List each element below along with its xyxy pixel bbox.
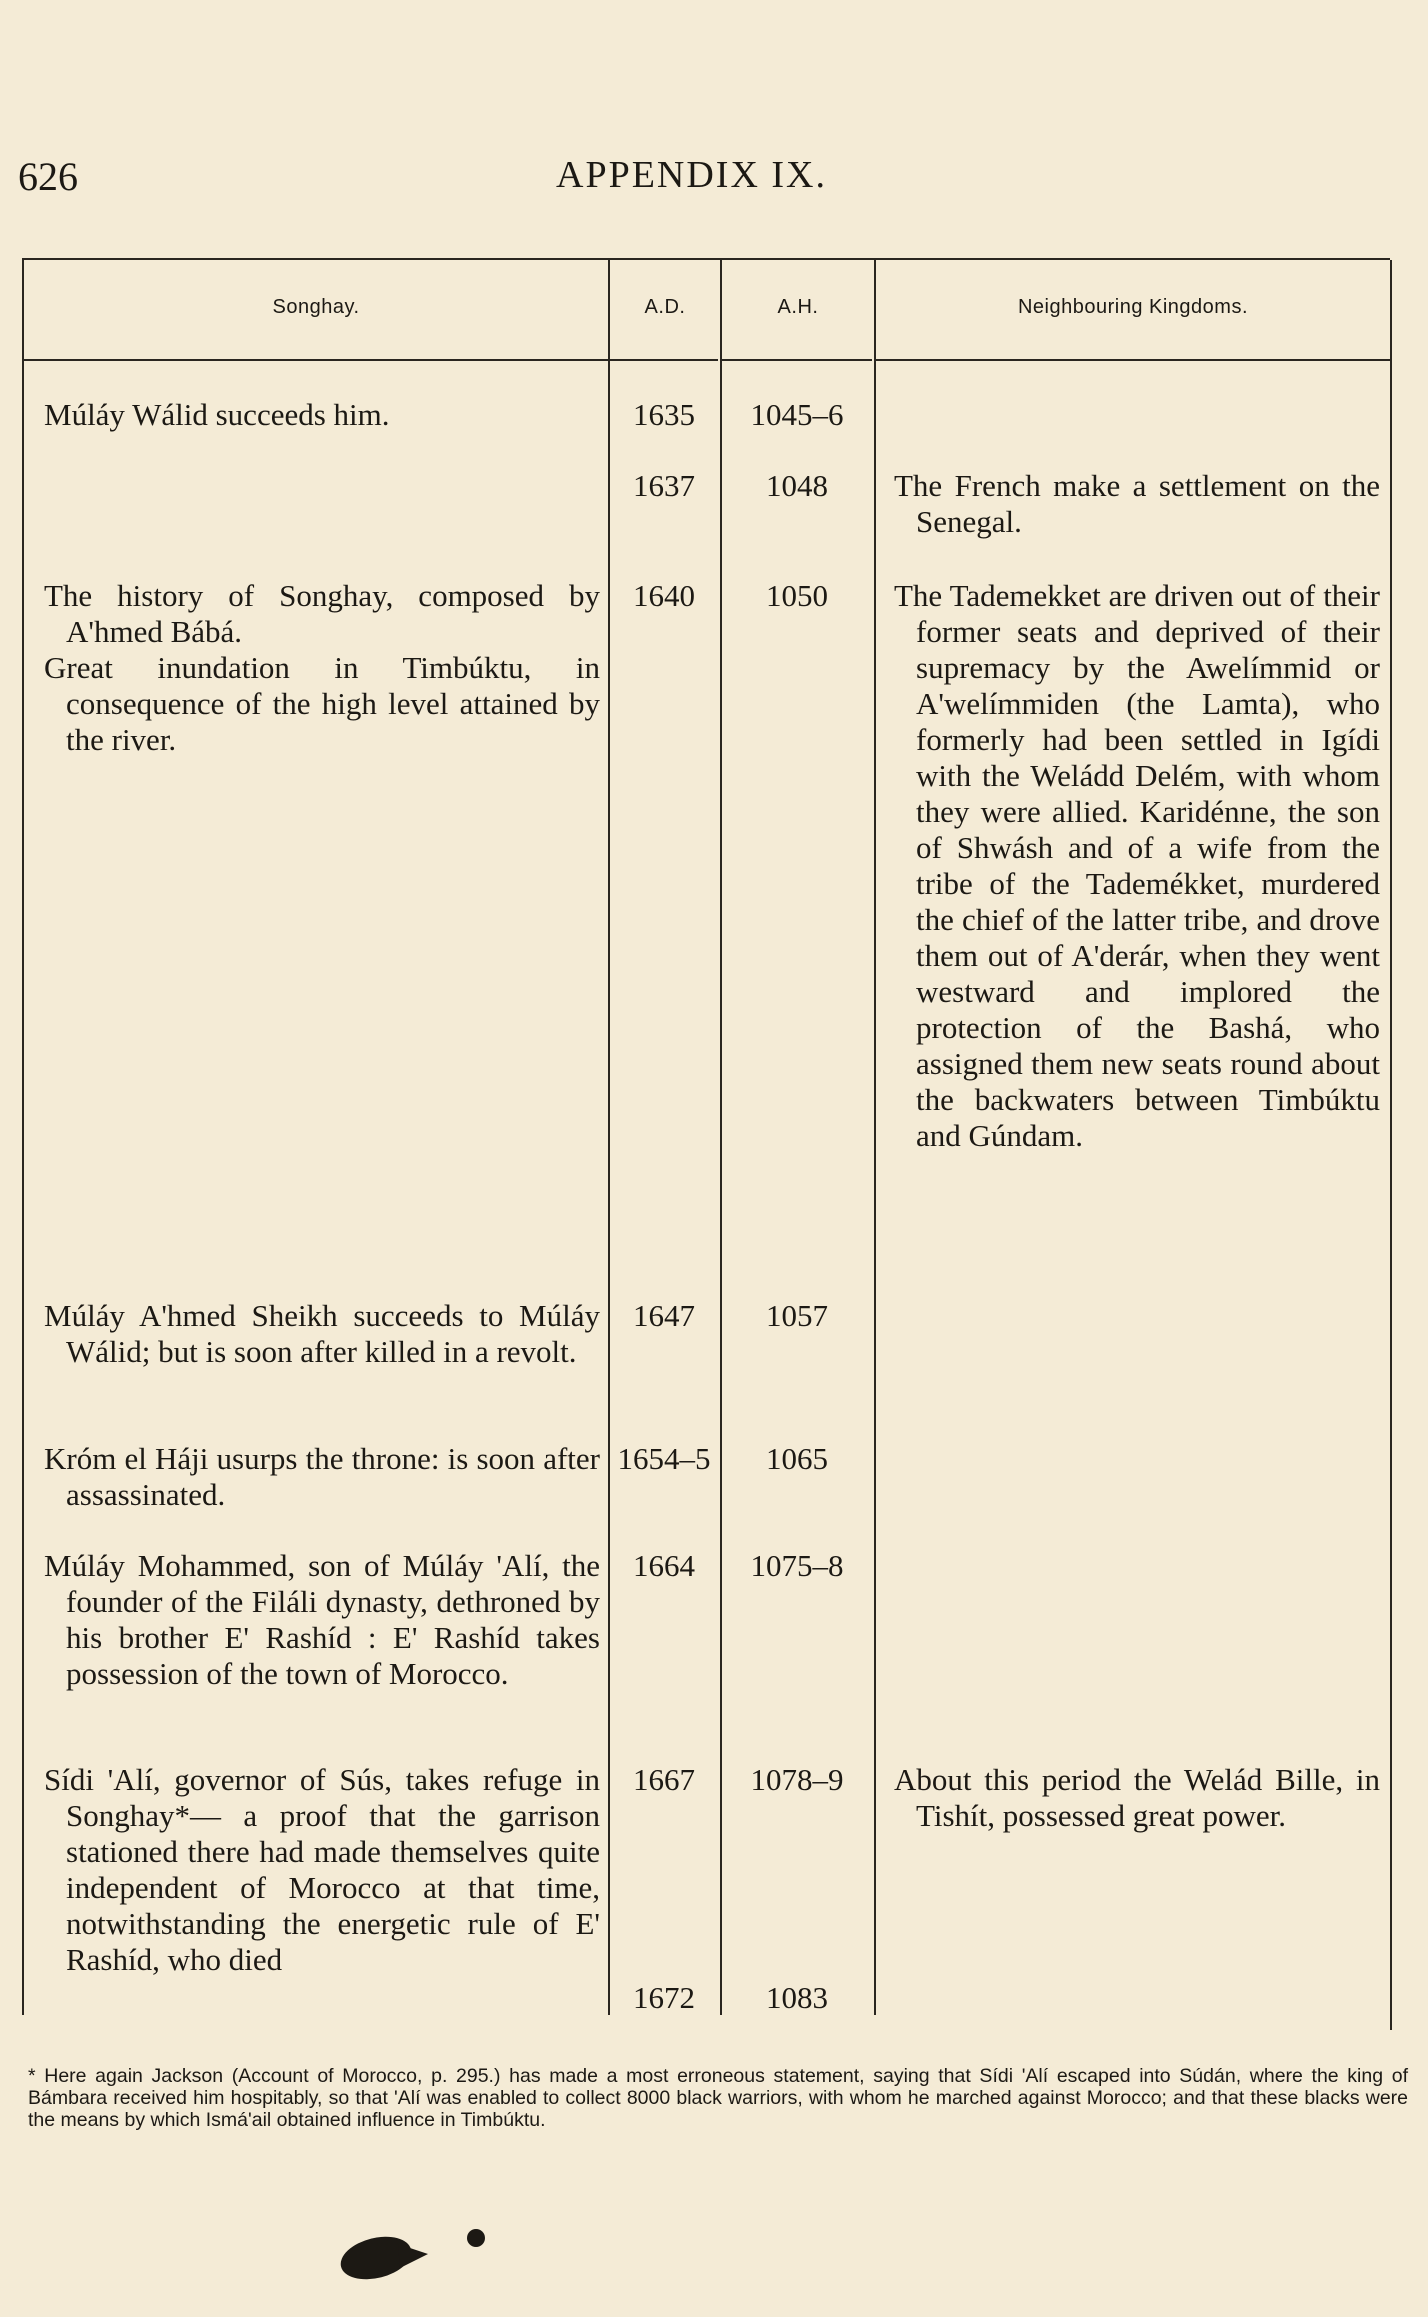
ad-year: 1635 [633,397,695,432]
ah-year: 1078–9 [750,1762,844,1797]
songhay-entry: Króm el Háji usurps the throne: is soon after assassinated. [44,1441,600,1512]
ad-year: 1647 [633,1298,695,1333]
ah-year: 1045–6 [750,397,844,432]
column-divider [874,260,876,2015]
ah-year: 1065 [766,1441,828,1476]
ad-year: 1654–5 [617,1441,711,1476]
songhay-entry: Múláy A'hmed Sheikh succeeds to Múláy Wálid; but is soon after killed in a revolt. [44,1298,600,1369]
column-divider [720,260,722,2015]
header-rule [876,359,1390,361]
ad-year: 1640 [633,578,695,613]
column-header-ah: A.H. [777,296,819,318]
ad-year: 1637 [633,468,695,503]
ad-year: 1667 [633,1762,695,1797]
page-number: 626 [18,154,78,199]
column-header-songhay: Songhay. [272,296,360,318]
ah-year: 1048 [766,468,828,503]
ah-year: 1075–8 [750,1548,844,1583]
neighbouring-entry: The Tademekket are driven out of their former seats and deprived of their supremacy by the Awelímmid or A'welímmiden (the Lamta), who formerly had been settled in Igídi with the Weládd Delém, with whom they were allied. Karidénne, the son of Shwásh and of a wife from the tribe of the Tademékket, murdered the chief of the latter tribe, and drove them out of A'derár, when they went westward and implored the protection of the Bashá, who assigned them new seats round about the backwaters between Timbúktu and Gúndam. [894,578,1380,1153]
header-rule [722,359,872,361]
column-divider [22,260,24,2015]
running-head: APPENDIX IX. [556,154,827,196]
neighbouring-entry: About this period the Welád Bille, in Tishít, possessed great power. [894,1762,1380,1833]
column-divider [1390,260,1392,2030]
footnote-text: Here again Jackson (Account of Morocco, p. 295.) has made a most erroneous statement, saying that Sídi 'Alí escaped into Súdán, where the king of Bámbara received him hospitably, so that 'Alí was enabled to collect 8000 black warriors, with whom he marched against Morocco; and that these blacks were the means by which Ismá'ail obtained influence in Timbúktu. [28,2065,1408,2131]
ah-year: 1083 [766,1980,828,2015]
ah-year: 1050 [766,578,828,613]
ad-year: 1664 [633,1548,695,1583]
footnote-marker: * [28,2065,36,2087]
songhay-entry: Múláy Wálid succeeds him. [44,397,390,432]
column-divider [608,260,610,2015]
footnote [28,2065,1408,2131]
header-rule [610,359,718,361]
column-header-neighbouring: Neighbouring Kingdoms. [1017,296,1249,318]
songhay-entry: Múláy Mohammed, son of Múláy 'Alí, the founder of the Filáli dynasty, dethroned by his brother E' Rashíd : E' Rashíd takes possession of the town of Morocco. [44,1548,600,1691]
songhay-entry: Great inundation in Timbúktu, in consequence of the high level attained by the river. [44,650,600,757]
songhay-entry: The history of Songhay, composed by A'hmed Bábá. [44,578,600,649]
neighbouring-entry: The French make a settlement on the Senegal. [894,468,1380,539]
ink-blot-ornament [318,2210,498,2290]
column-header-ad: A.D. [644,296,686,318]
ad-year: 1672 [633,1980,695,2015]
ah-year: 1057 [766,1298,828,1333]
chronology-table [22,258,1390,2030]
header-rule [22,359,608,361]
songhay-entry: Sídi 'Alí, governor of Sús, takes refuge in Songhay*— a proof that the garrison stationed there had made themselves quite independent of Morocco at that time, notwithstanding the energetic rule of E' Rashíd, who died [44,1762,600,1977]
